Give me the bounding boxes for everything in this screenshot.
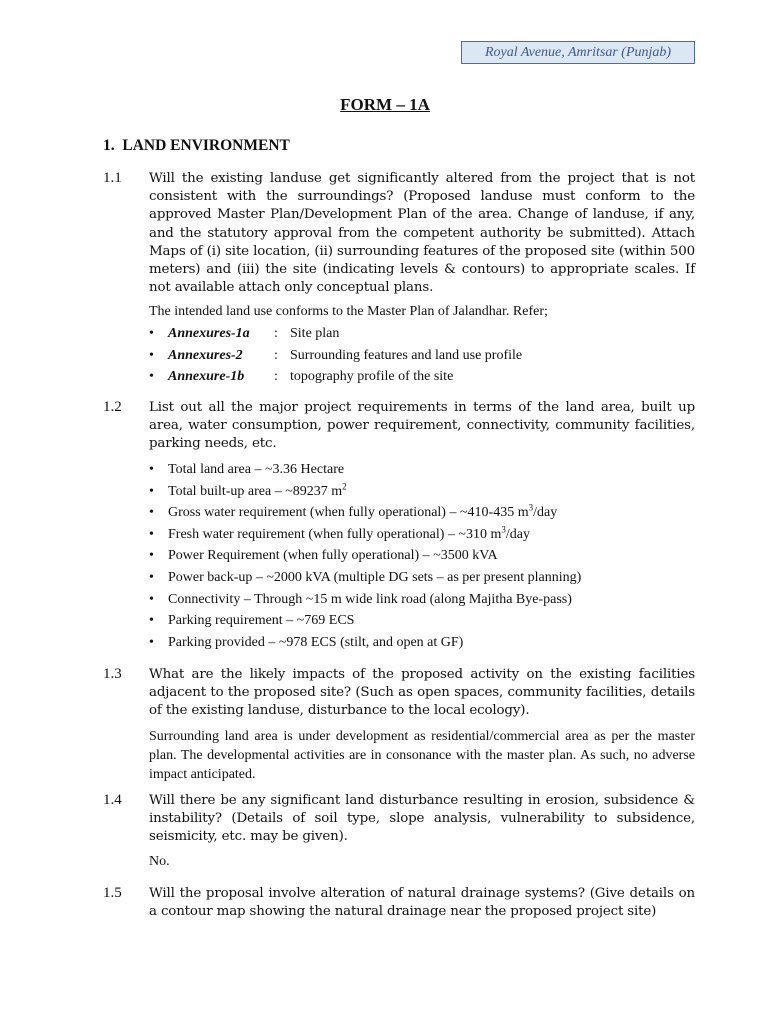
list-item: [149, 481, 581, 503]
question-number-1-3: 1.3: [103, 666, 122, 682]
question-text-1-3: What are the likely impacts of the proposed activity on the existing facilities adjacent to the proposed site? (Such as open spaces, community facilities, details of the existing landuse, disturbance to the local ecology).: [149, 667, 695, 719]
annexure-list: [149, 323, 522, 388]
annexure-colon: :: [274, 326, 278, 341]
question-number-1-2: 1.2: [103, 399, 122, 415]
annexure-name: Annexures-2: [168, 347, 243, 363]
list-item: [149, 459, 581, 481]
list-item-text: Parking provided – ~978 ECS (stilt, and open at GF): [168, 634, 464, 650]
section-title: LAND ENVIRONMENT: [122, 137, 290, 154]
answer-text-1-3: Surrounding land area is under development as residential/commercial area as per the master plan. The developmental activities are in consonance with the master plan. As such, no adverse impact anticipated.: [149, 729, 695, 782]
list-item-text: Total land area – ~3.36 Hectare: [168, 462, 345, 477]
section-heading: [103, 137, 290, 155]
list-item-suffix: /day: [505, 526, 530, 542]
annexure-name: Annexure-1b: [168, 369, 245, 385]
list-item-text: Power Requirement (when fully operational) – ~3500 kVA: [168, 548, 498, 564]
annexure-colon: :: [274, 369, 278, 385]
list-item: [149, 567, 581, 589]
question-number-1-1: 1.1: [103, 170, 122, 186]
annexure-desc: Site plan: [290, 326, 340, 341]
superscript: 3: [528, 502, 534, 513]
annexure-desc: Surrounding features and land use profile: [290, 347, 523, 363]
question-text-1-5: Will the proposal involve alteration of natural drainage systems? (Give details on a contour map showing the natural drainage near the proposed project site): [149, 886, 695, 920]
annexure-colon: :: [274, 347, 278, 363]
answer-text-1-1: The intended land use conforms to the Master Plan of Jalandhar. Refer;: [149, 304, 548, 319]
list-item: [149, 366, 522, 388]
question-number-1-4: 1.4: [103, 792, 122, 808]
list-item-text: Total built-up area – ~89237 m: [168, 483, 343, 499]
list-item: [149, 323, 522, 345]
form-title: FORM – 1A: [340, 95, 430, 114]
question-text-1-2: List out all the major project requirements in terms of the land area, built up area, water consumption, power requirement, connectivity, community facilities, parking needs, etc.: [149, 400, 695, 452]
list-item: [149, 632, 581, 654]
answer-text-1-4: No.: [149, 854, 170, 869]
section-number: 1.: [103, 137, 115, 154]
list-item-text: Connectivity – Through ~15 m wide link road (along Majitha Bye-pass): [168, 591, 572, 607]
list-item: [149, 345, 522, 367]
list-item-text: Parking requirement – ~769 ECS: [168, 613, 355, 629]
list-item: [149, 589, 581, 611]
superscript: 2: [342, 480, 347, 491]
list-item-suffix: /day: [533, 505, 558, 521]
question-number-1-5: 1.5: [103, 885, 122, 901]
document-header-label: Royal Avenue, Amritsar (Punjab): [461, 41, 695, 64]
list-item-text: Gross water requirement (when fully operational) – ~410-435 m: [168, 505, 529, 521]
list-item-text: Power back-up – ~2000 kVA (multiple DG sets – as per present planning): [168, 569, 582, 585]
question-text-1-4: Will there be any significant land disturbance resulting in erosion, subsidence & instability? (Details of soil type, slope analysis, vulnerability to subsidence, seismicity, etc. may be given).: [149, 793, 695, 845]
superscript: 3: [501, 524, 506, 535]
list-item: [149, 502, 581, 524]
annexure-desc: topography profile of the site: [290, 369, 454, 385]
annexure-name: Annexures-1a: [168, 326, 250, 341]
list-item: [149, 610, 581, 632]
list-item: [149, 524, 581, 546]
list-item-text: Fresh water requirement (when fully operational) – ~310 m: [168, 526, 502, 542]
question-text-1-1: Will the existing landuse get significantly altered from the project that is not consistent with the surroundings? (Proposed landuse must conform to the approved Master Plan/Development Plan of the area. Change of landuse, if any, and the statutory approval from the competent authority be submitted). Attach Maps of (i) site location, (ii) surrounding features of the proposed site (within 500 meters) and (iii) the site (indicating levels & contours) to appropriate scales. If not available attach only conceptual plans.: [149, 171, 695, 296]
requirements-list: [149, 459, 581, 653]
list-item: [149, 545, 581, 567]
